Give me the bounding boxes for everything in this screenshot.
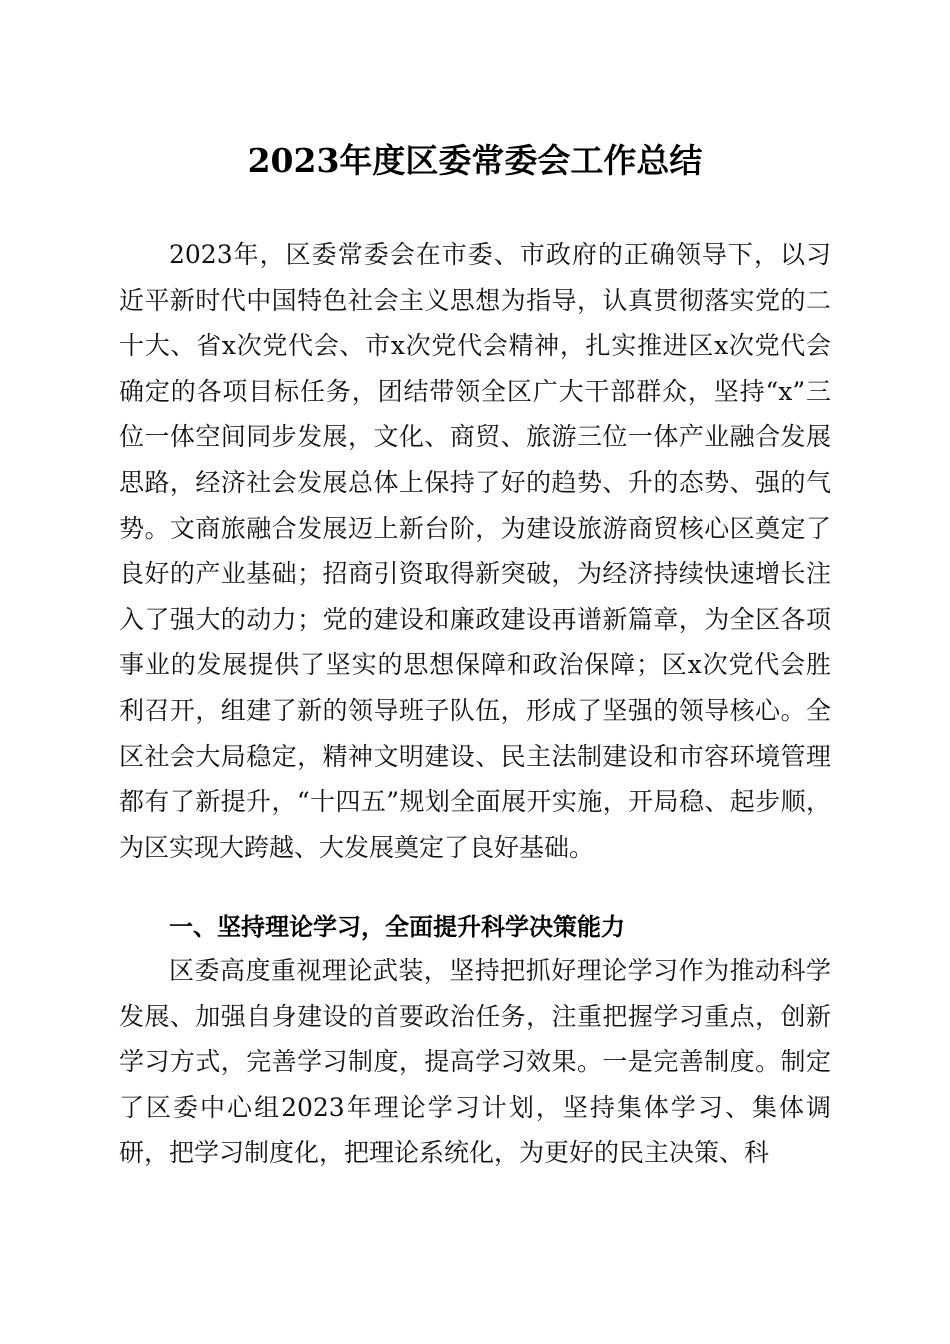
section-heading: 一、坚持理论学习，全面提升科学决策能力	[169, 913, 625, 941]
intro-paragraph: 2023年，区委常委会在市委、市政府的正确领导下，以习近平新时代中国特色社会主义思想为指导，认真贯彻落实党的二十大、省x次党代会、市x次党代会精神，扎实推进区x次党代会确定的各项目标任务，团结带领全区广大干部群众，坚持“x”三位一体空间同步发展，文化、商贸、旅游三位一体产业融合发展思路，经济社会发展总体上保持了好的趋势、升的态势、强的气势。文商旅融合发展迈上新台阶，为建设旅游商贸核心区奠定了良好的产业基础；招商引资取得新突破，为经济持续快速增长注入了强大的动力；党的建设和廉政建设再谱新篇章，为全区各项事业的发展提供了坚实的思想保障和政治保障；区x次党代会胜利召开，组建了新的领导班子队伍，形成了坚强的领导核心。全区社会大局稳定，精神文明建设、民主法制建设和市容环境管理都有了新提升，“十四五”规划全面展开实施，开局稳、起步顺，为区实现大跨越、大发展奠定了良好基础。	[119, 240, 831, 862]
section-paragraph: 区委高度重视理论武装，坚持把抓好理论学习作为推动科学发展、加强自身建设的首要政治任务，注重把握学习重点，创新学习方式，完善学习制度，提高学习效果。一是完善制度。制定了区委中心组2023年理论学习计划，坚持集体学习、集体调研，把学习制度化，把理论系统化，为更好的民主决策、科	[119, 956, 831, 1168]
document-title: 2023年度区委常委会工作总结	[247, 141, 703, 180]
